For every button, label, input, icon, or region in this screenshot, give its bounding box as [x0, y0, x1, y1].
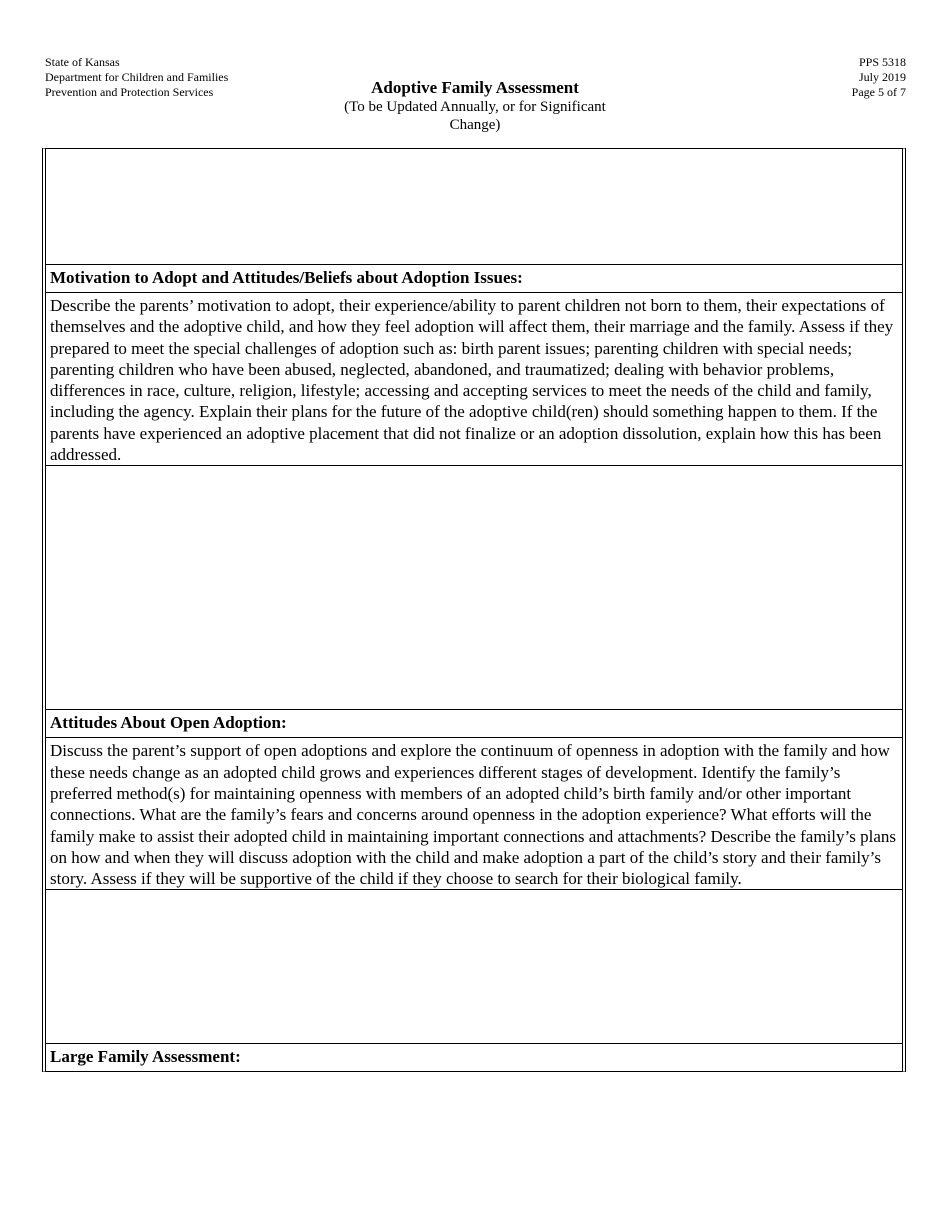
open-adoption-heading: Attitudes About Open Adoption: — [46, 710, 902, 738]
motivation-heading: Motivation to Adopt and Attitudes/Beliefs about Adoption Issues: — [46, 265, 902, 293]
form-date: July 2019 — [858, 70, 906, 84]
agency-division: Prevention and Protection Services — [45, 85, 214, 99]
agency-department: Department for Children and Families — [45, 70, 229, 84]
assessment-form-table — [42, 148, 906, 1072]
agency-state: State of Kansas — [45, 55, 120, 69]
form-meta-block — [852, 55, 906, 100]
form-subtitle-line-1: (To be Updated Annually, or for Significant — [344, 99, 606, 115]
agency-block — [45, 55, 228, 100]
open-adoption-answer-area[interactable] — [46, 890, 902, 1044]
form-subtitle-line-2: Change) — [449, 117, 501, 133]
previous-section-answer-area[interactable] — [46, 149, 902, 265]
open-adoption-description: Discuss the parent’s support of open adoptions and explore the continuum of openness in adoption with the family and how these needs change as an adopted child grows and experiences different stages of development. Identify the family’s preferred method(s) for maintaining openness with members of an adopted child’s birth family and/or other important connections. What are the family’s fears and concerns around openness in the adoption experience? What efforts will the family make to assist their adopted child in maintaining important connections and attachments? Describe the family’s plans on how and when they will discuss adoption with the child and make adoption a part of the child’s story and their family’s story. Assess if they will be supportive of the child if they choose to search for their biological family. — [46, 738, 902, 890]
form-title: Adoptive Family Assessment — [371, 78, 579, 97]
page-number: Page 5 of 7 — [851, 85, 906, 99]
form-number: PPS 5318 — [858, 55, 906, 69]
motivation-description: Describe the parents’ motivation to adopt, their experience/ability to parent children not born to them, their expectations of themselves and the adoptive child, and how they feel adoption will affect them, their marriage and the family. Assess if they prepared to meet the special challenges of adoption such as: birth parent issues; parenting children with special needs; parenting children who have been abused, neglected, abandoned, and traumatized; dealing with behavior problems, differences in race, culture, religion, lifestyle; accessing and accepting services to meet the needs of the child and family, including the agency. Explain their plans for the future of the adoptive child(ren) should something happen to them. If the parents have experienced an adoptive placement that did not finalize or an adoption dissolution, explain how this has been addressed. — [46, 293, 902, 466]
motivation-answer-area[interactable] — [46, 466, 902, 710]
large-family-heading: Large Family Assessment: — [50, 1047, 241, 1067]
form-title-block — [320, 78, 630, 134]
